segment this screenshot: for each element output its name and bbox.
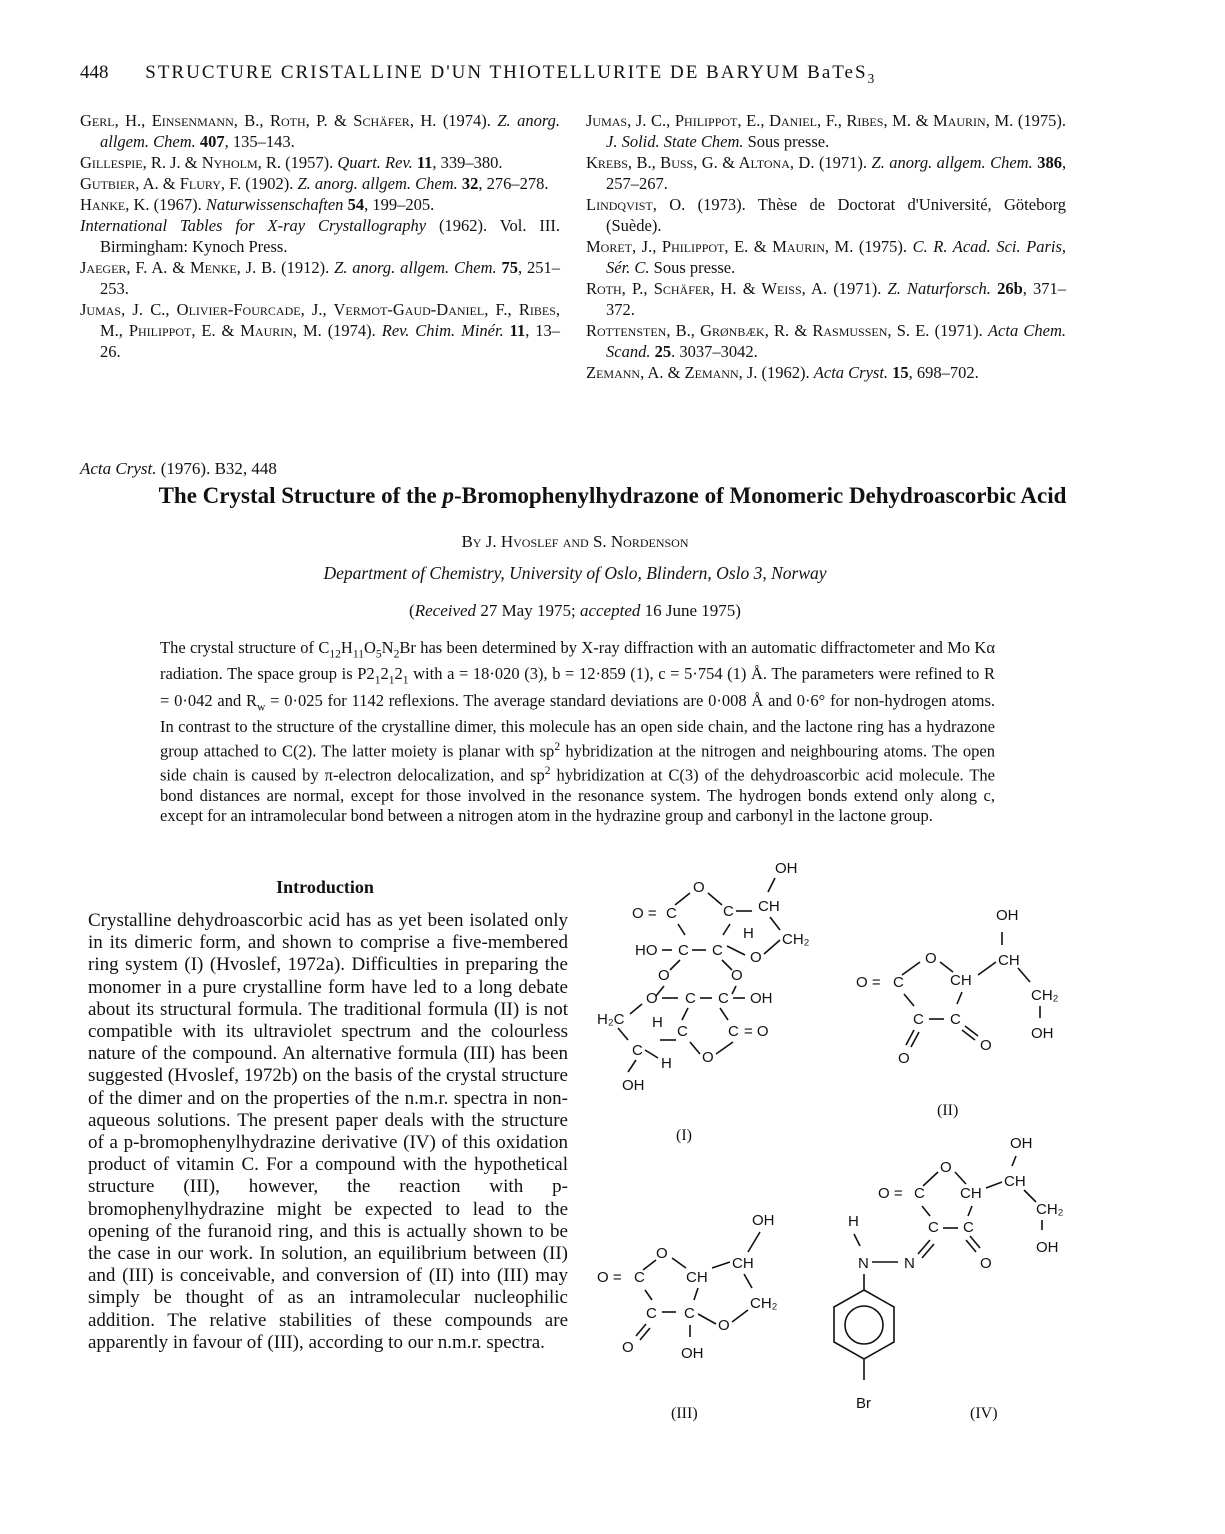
svg-text:O: O <box>656 1245 668 1262</box>
svg-text:CH: CH <box>998 952 1020 969</box>
svg-text:O: O <box>925 950 937 967</box>
reference-item: Krebs, B., Buss, G. & Altona, D. (1971). Z. anorg. allgem. Chem. 386, 257–267. <box>586 153 1067 193</box>
svg-text:CH₂: CH₂ <box>782 931 810 948</box>
svg-text:CH: CH <box>732 1255 754 1272</box>
structure-IV <box>834 1135 1064 1422</box>
svg-text:O: O <box>731 967 743 984</box>
svg-text:CH: CH <box>960 1185 982 1202</box>
introduction-heading: Introduction <box>276 877 374 897</box>
svg-text:O: O <box>980 1037 992 1054</box>
reference-item: Jaeger, F. A. & Menke, J. B. (1912). Z. anorg. allgem. Chem. 75, 251–253. <box>80 258 561 298</box>
svg-text:C: C <box>728 1023 739 1040</box>
svg-text:O =: O = <box>878 1185 903 1202</box>
svg-text:H₂C: H₂C <box>597 1011 625 1028</box>
svg-text:H: H <box>848 1213 859 1230</box>
reference-item: Gutbier, A. & Flury, F. (1902). Z. anorg. allgem. Chem. 32, 276–278. <box>80 174 549 193</box>
reference-item: Rottensten, B., Grønbæk, R. & Rasmussen, S. E. (1971). Acta Chem. Scand. 25. 3037–3042. <box>586 321 1067 361</box>
structure-I <box>597 860 810 1144</box>
received-dates: (Received 27 May 1975; accepted 16 June 1975) <box>409 601 741 620</box>
abstract: The crystal structure of $C_{12}H_{11}O_5N_2Br$ has been determined by X-ray diffraction with an automatic diffractometer and Mo Kα radiation. The space group is $P2_12_12_1$ with a = 18·020 (3), b = 12·859 (1), c = 5·754 (1) Å. The parameters were refined to R = 0·042 and $R_w = 0\cdot 025$ for 1142 reflexions. The average standard deviations are 0·008 Å and 0·6° for non-hydrogen atoms. In contrast to the structure of the crystalline dimer, this molecule has an open side chain, and the lactone ring has a hydrazone group attached to C(2). The latter moiety is planar with $sp^2$ hybridization at the nitrogen and neighbouring atoms. The open side chain is caused by π-electron delocalization, and $sp^2$ hybridization at C(3) of the dehydroascorbic acid molecule. The bond distances are normal, except for those involved in the resonance system. The hydrogen bonds extend only along c, except for an intramolecular bond between a nitrogen atom in the hydrazine group and carbonyl in the lactone group. <box>160 638 995 825</box>
svg-text:OH: OH <box>1010 1135 1033 1152</box>
structure-III <box>597 1212 778 1422</box>
running-title-subscript: 3 <box>867 70 877 86</box>
svg-text:O: O <box>898 1050 910 1067</box>
structure-II <box>856 907 1059 1119</box>
svg-text:O =: O = <box>632 905 657 922</box>
reference-item: Gillespie, R. J. & Nyholm, R. (1957). Quart. Rev. 11, 339–380. <box>80 153 503 172</box>
running-title: STRUCTURE CRISTALLINE D'UN THIOTELLURITE DE BARYUM BaTeS <box>145 62 868 83</box>
svg-text:C: C <box>712 942 723 959</box>
page-number: 448 <box>80 62 109 83</box>
introduction-text: Crystalline dehydroascorbic acid has as yet been isolated only in its dimeric form, and shown to comprise a five-membered ring system (I) (Hvoslef, 1972a). Difficulties in preparing the monomer in a pure crystalline form have led to a long debate about its structural formula. The traditional formula (II) is not compatible with its ultraviolet spectrum and the colourless nature of the compound. An alternative formula (III) has been suggested (Hvoslef, 1972b) on the basis of the crystal structure of the dimer and on the properties of the n.m.r. spectra in non-aqueous solutions. The present paper deals with the structure of a p-bromophenylhydrazine derivative (IV) of this oxidation product of vitamin C. For a compound with the hypothetical structure (III), however, the reaction with p-bromophenylhydrazine might be expected to lead to the opening of the furanoid ring, and this is actually shown to be the case in our work. In solution, an equilibrium between (II) and (III) is conceivable, and conversion of (II) into (III) may simply be thought of as an intramolecular nucleophilic addition. The relative stabilities of these compounds are apparently in favour of (III), according to our n.m.r. spectra. <box>88 910 568 1353</box>
svg-text:CH₂: CH₂ <box>1036 1201 1064 1218</box>
reference-item: International Tables for X-ray Crystallography (1962). Vol. III. Birmingham: Kynoch Press. <box>80 216 560 256</box>
svg-text:OH: OH <box>681 1345 704 1362</box>
reference-item: Jumas, J. C., Philippot, E., Daniel, F., Ribes, M. & Maurin, M. (1975). J. Solid. State Chem. Sous presse. <box>586 111 1066 151</box>
svg-text:CH₂: CH₂ <box>750 1295 778 1312</box>
svg-text:O: O <box>693 879 705 896</box>
svg-text:C: C <box>893 974 904 991</box>
svg-text:O: O <box>718 1317 730 1334</box>
svg-text:C: C <box>914 1185 925 1202</box>
reference-item: Hanke, K. (1967). Naturwissenschaften 54, 199–205. <box>80 195 435 214</box>
svg-text:H: H <box>743 925 754 942</box>
svg-text:C: C <box>646 1305 657 1322</box>
svg-text:OH: OH <box>1036 1239 1059 1256</box>
svg-text:O: O <box>622 1339 634 1356</box>
svg-text:O: O <box>702 1049 714 1066</box>
svg-text:CH: CH <box>686 1269 708 1286</box>
svg-text:OH: OH <box>752 1212 775 1229</box>
svg-text:C: C <box>677 1023 688 1040</box>
reference-item: Lindqvist, O. (1973). Thèse de Doctorat d'Université, Göteborg (Suède). <box>586 195 1067 235</box>
svg-text:(II): (II) <box>937 1102 959 1119</box>
reference-item: Moret, J., Philippot, E. & Maurin, M. (1975). C. R. Acad. Sci. Paris, Sér. C. Sous presse. <box>586 237 1067 277</box>
svg-text:H: H <box>661 1055 672 1072</box>
affiliation: Department of Chemistry, University of Oslo, Blindern, Oslo 3, Norway <box>323 563 827 583</box>
reference-item: Zemann, A. & Zemann, J. (1962). Acta Cryst. 15, 698–702. <box>586 363 979 382</box>
svg-text:C: C <box>684 1305 695 1322</box>
svg-text:OH: OH <box>775 860 798 877</box>
svg-text:O: O <box>750 949 762 966</box>
svg-text:CH: CH <box>758 898 780 915</box>
svg-text:CH₂: CH₂ <box>1031 987 1059 1004</box>
svg-text:Br: Br <box>856 1395 871 1412</box>
svg-text:OH: OH <box>750 990 773 1007</box>
svg-text:OH: OH <box>1031 1025 1054 1042</box>
svg-text:O: O <box>940 1159 952 1176</box>
svg-text:H: H <box>652 1014 663 1031</box>
svg-text:C: C <box>666 905 677 922</box>
svg-text:HO: HO <box>635 942 658 959</box>
svg-text:C: C <box>963 1219 974 1236</box>
svg-text:OH: OH <box>996 907 1019 924</box>
svg-text:O: O <box>980 1255 992 1272</box>
svg-text:OH: OH <box>622 1077 645 1094</box>
svg-text:C: C <box>678 942 689 959</box>
svg-text:C: C <box>723 903 734 920</box>
svg-text:CH: CH <box>1004 1173 1026 1190</box>
svg-text:C: C <box>685 990 696 1007</box>
svg-text:N: N <box>904 1255 915 1272</box>
svg-text:C: C <box>634 1269 645 1286</box>
svg-text:C: C <box>950 1011 961 1028</box>
reference-item: Gerl, H., Einsenmann, B., Roth, P. & Schäfer, H. (1974). Z. anorg. allgem. Chem. 407, 135–143. <box>80 111 561 151</box>
reference-item: Roth, P., Schäfer, H. & Weiss, A. (1971). Z. Naturforsch. 26b, 371–372. <box>586 279 1067 319</box>
svg-text:CH: CH <box>950 972 972 989</box>
svg-text:O: O <box>646 990 658 1007</box>
svg-text:O: O <box>658 967 670 984</box>
article-title: The Crystal Structure of the p-Bromophenylhydrazone of Monomeric Dehydroascorbic Acid <box>158 483 1067 508</box>
svg-text:N: N <box>858 1255 869 1272</box>
svg-text:C: C <box>928 1219 939 1236</box>
article-citation: Acta Cryst. (1976). B32, 448 <box>80 459 277 478</box>
svg-text:C: C <box>913 1011 924 1028</box>
svg-text:(IV): (IV) <box>970 1405 998 1422</box>
svg-text:O =: O = <box>856 974 881 991</box>
svg-text:C: C <box>718 990 729 1007</box>
svg-text:(I): (I) <box>676 1127 692 1144</box>
reference-item: Jumas, J. C., Olivier-Fourcade, J., Vermot-Gaud-Daniel, F., Ribes, M., Philippot, E. & Maurin, M. (1974). Rev. Chim. Minér. 11, 13–26. <box>80 300 561 361</box>
byline: By J. Hvoslef and S. Nordenson <box>461 532 689 551</box>
svg-text:C: C <box>632 1042 643 1059</box>
svg-text:(III): (III) <box>671 1405 698 1422</box>
svg-text:O =: O = <box>597 1269 622 1286</box>
svg-text:= O: = O <box>744 1023 769 1040</box>
